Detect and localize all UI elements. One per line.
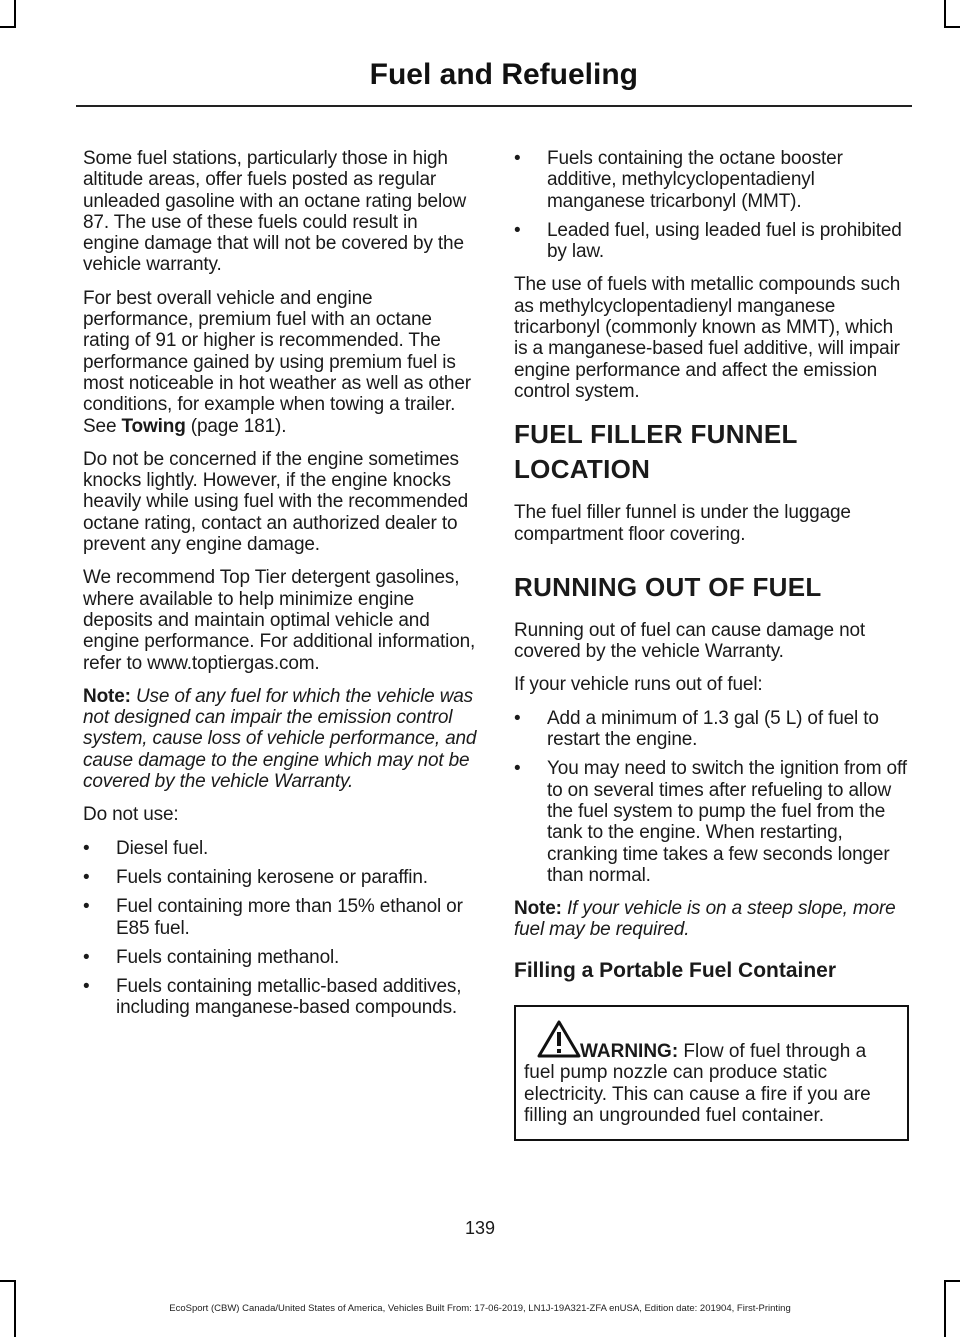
list-item: • Fuels containing the octane booster additive, methylcyclopentadienyl manganese tricarbonyl (MMT). [514,148,843,212]
paragraph-funnel-location: The fuel filler funnel is under the luggage compartment floor covering. [514,502,851,545]
list-item: • Add a minimum of 1.3 gal (5 L) of fuel to restart the engine. [514,707,879,751]
warning-box [514,1005,909,1141]
runs-out-list [514,708,909,886]
warning-label: WARNING: [580,1040,679,1062]
left-column [83,148,478,1031]
list-item: • Fuels containing kerosene or paraffin. [83,866,428,888]
list-item: • You may need to switch the ignition from off to on several times after refueling to allow the fuel system to pump the fuel from the tank to the engine. When restarting, cranking time takes a few seconds longer than normal. [514,758,907,886]
heading-fuel-filler-funnel: FUEL FILLER FUNNEL LOCATION [514,419,798,485]
paragraph-top-tier: We recommend Top Tier detergent gasolines, where available to help minimize engine deposits and maintain optimal vehicle and engine performance. For additional information, refer to www.toptiergas.com. [83,567,476,674]
note-steep-slope: Note: If your vehicle is on a steep slope, more fuel may be required. [514,898,896,941]
paragraph-octane-below-87: Some fuel stations, particularly those in high altitude areas, offer fuels posted as regular unleaded gasoline with an octane rating below 87. The use of these fuels could result in engine damage that will not be covered by the vehicle warranty. [83,148,467,276]
do-not-use-list [83,838,478,1019]
heading-portable-fuel-container: Filling a Portable Fuel Container [514,958,837,982]
list-item: • Fuels containing metallic-based additives, including manganese-based compounds. [83,976,462,1019]
crop-mark [944,0,946,28]
crop-mark [0,26,16,28]
list-item: • Fuel containing more than 15% ethanol or E85 fuel. [83,896,463,939]
warning-text: Flow of fuel through a fuel pump nozzle can produce static electricity. This can cause a fire if you are filling an ungrounded fuel container. [524,1040,871,1127]
paragraph-running-out: Running out of fuel can cause damage not covered by the vehicle Warranty. [514,619,866,663]
towing-link[interactable]: Towing [121,415,186,437]
list-item: • Fuels containing methanol. [83,946,340,968]
heading-running-out-of-fuel: RUNNING OUT OF FUEL [514,571,822,602]
right-column [514,148,909,1141]
paragraph-metallic-compounds: The use of fuels with metallic compounds such as methylcyclopentadienyl manganese tricarbonyl (commonly known as MMT), which is a manganese-based fuel additive, will impair engine performance and affect the emission control system. [514,274,901,402]
crop-mark [944,1280,960,1282]
crop-mark [0,1280,16,1282]
paragraph-engine-knock: Do not be concerned if the engine sometimes knocks lightly. However, if the engine knocks heavily while using fuel with the recommended octane rating, contact an authorized dealer to prevent any engine damage. [83,448,469,556]
paragraph-if-runs-out: If your vehicle runs out of fuel: [514,674,763,696]
list-item: • Diesel fuel. [83,837,209,859]
do-not-use-heading: Do not use: [83,804,179,826]
crop-mark [944,26,960,28]
page-footer: EcoSport (CBW) Canada/United States of America, Vehicles Built From: 17-06-2019, LN1J-19A321-ZFA enUSA, Edition date: 201904, First-Printing [169,1303,791,1314]
do-not-use-list-continued [514,148,909,262]
header-divider [76,105,912,107]
list-item: • Leaded fuel, using leaded fuel is prohibited by law. [514,219,902,263]
warning-icon [536,1019,582,1059]
crop-mark [14,0,16,28]
note-fuel-design: Note: Use of any fuel for which the vehicle was not designed can impair the emission control system, cause loss of vehicle performance, and cause damage to the engine which may not be covered by the vehicle Warranty. [83,685,477,793]
paragraph-premium-fuel: For best overall vehicle and engine performance, premium fuel with an octane rating of 91 or higher is recommended. The performance gained by using premium fuel is most noticeable in hot weather as well as other conditions, for example when towing a trailer. See Towing (page 181). [83,287,471,437]
page-number: 139 [464,1218,496,1238]
page-header-title: Fuel and Refueling [369,58,638,91]
